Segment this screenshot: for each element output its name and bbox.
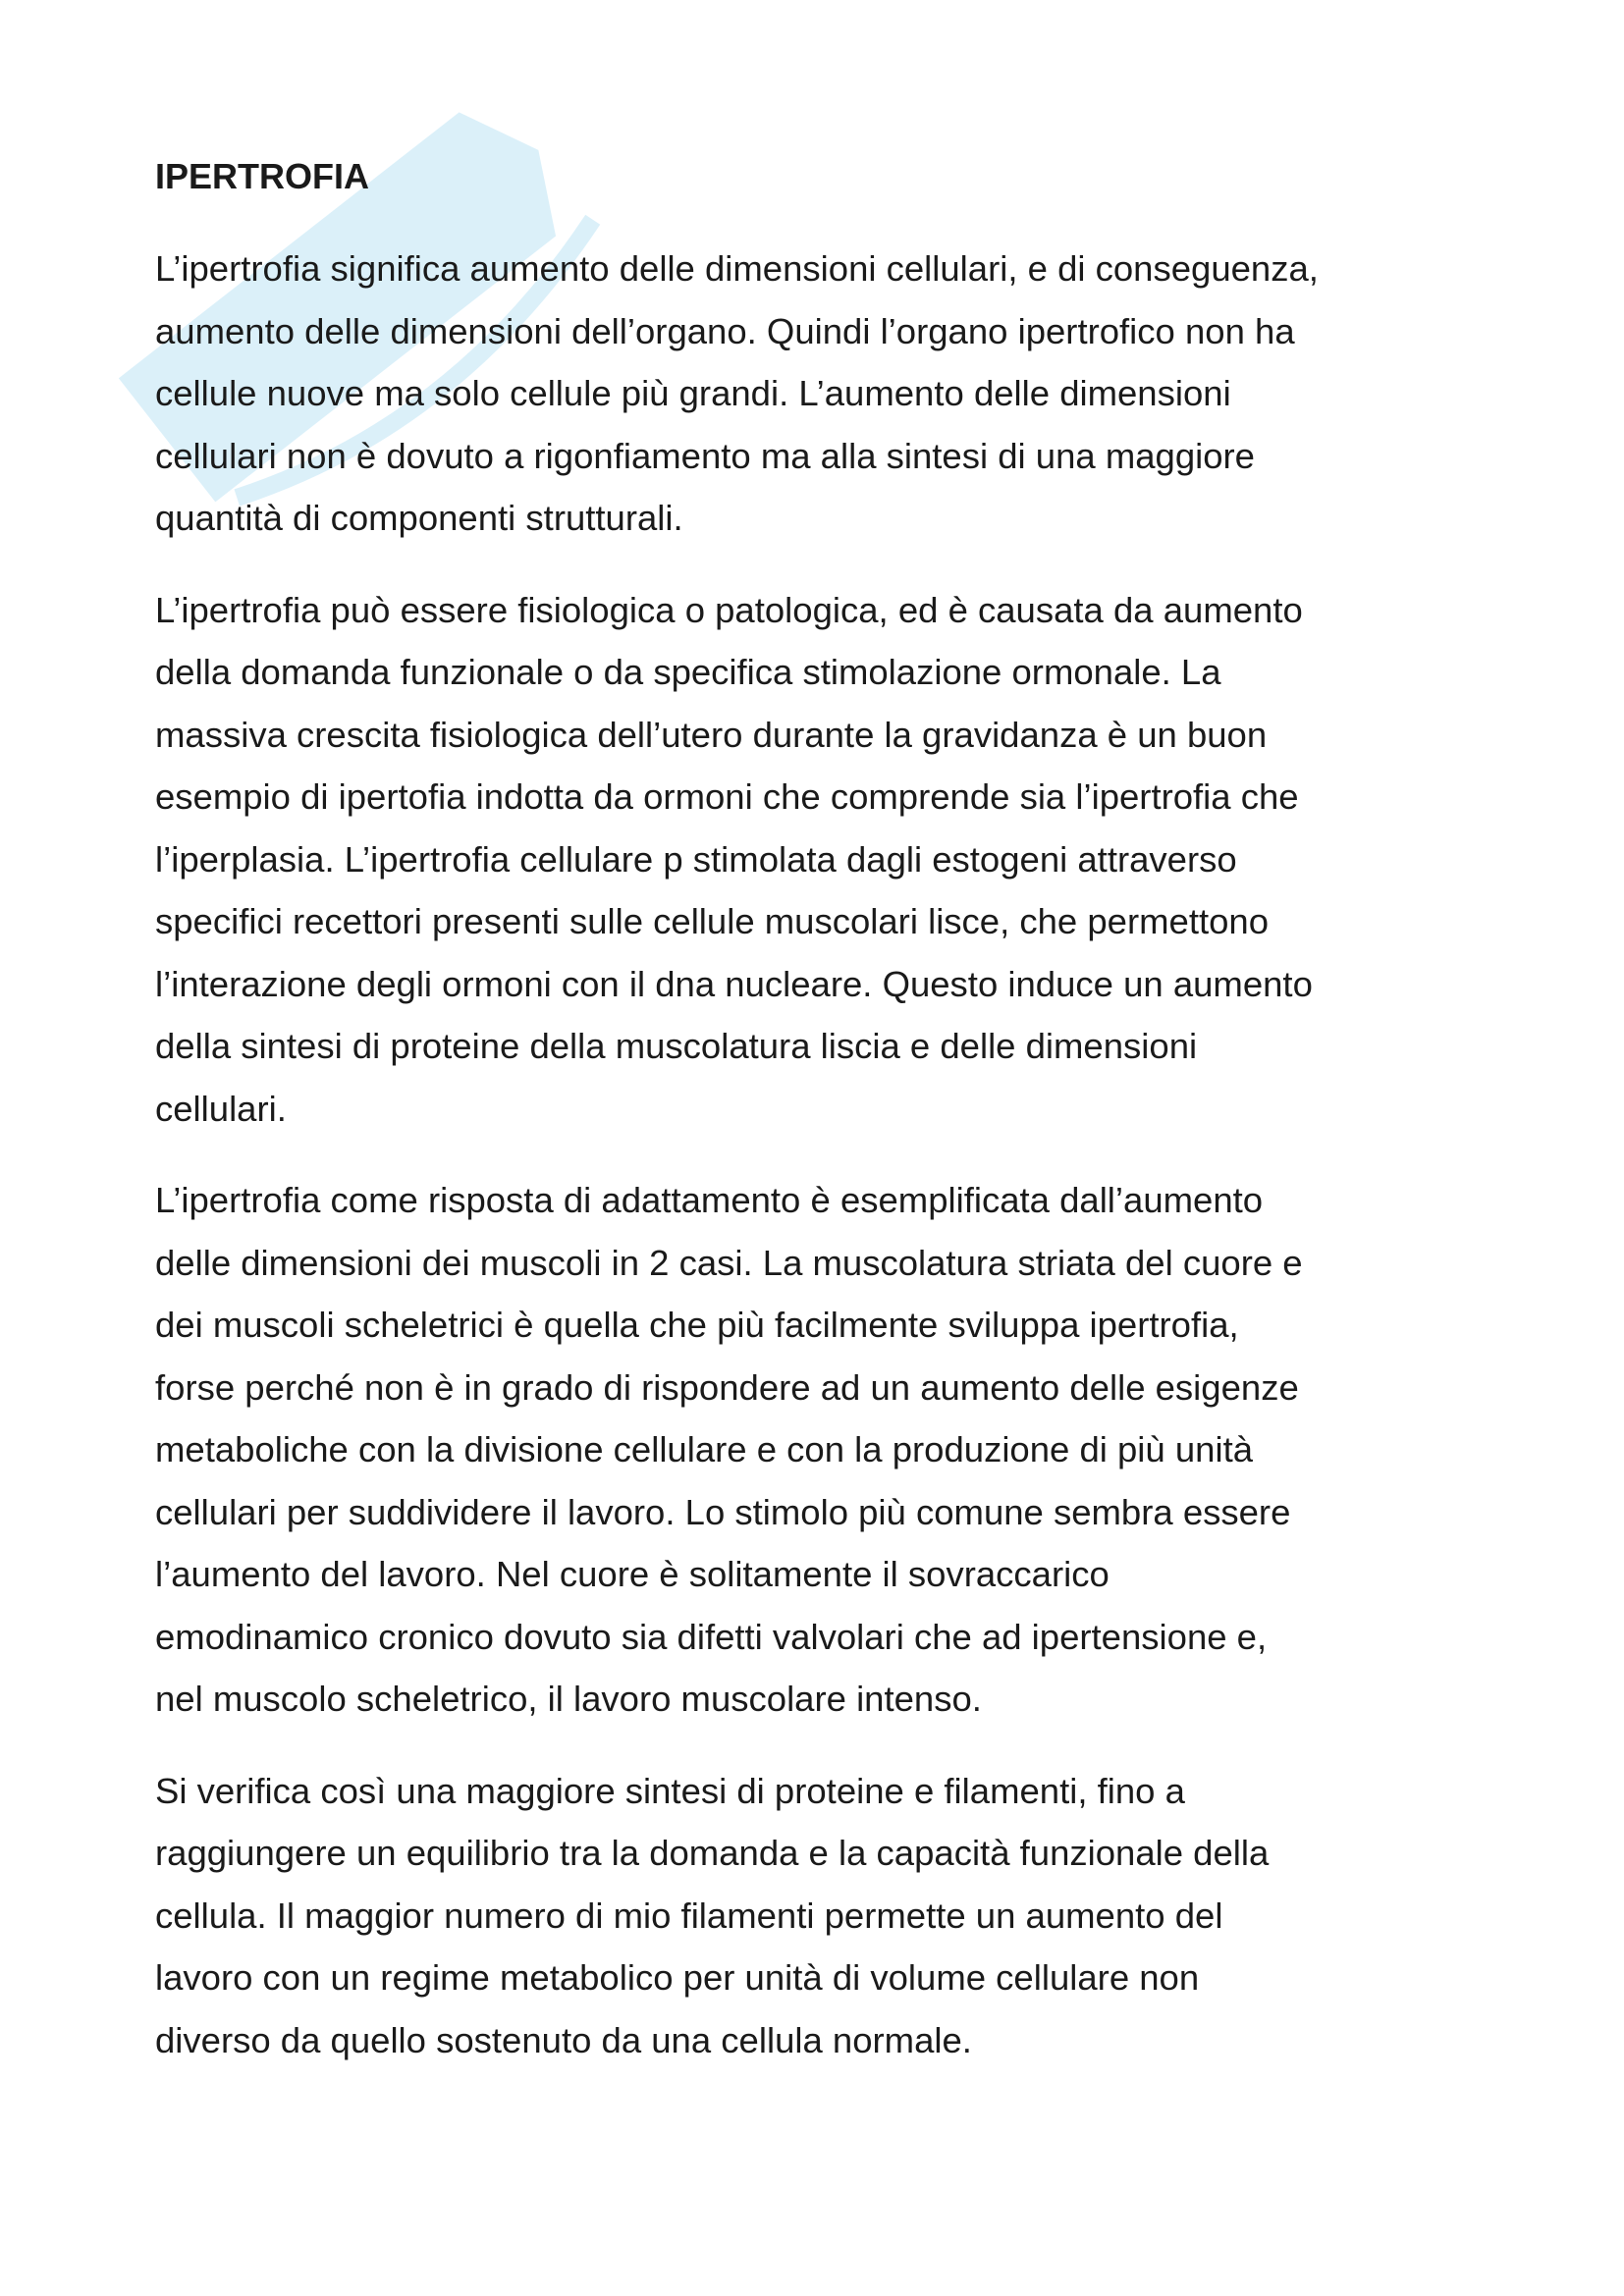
text-line: l’interazione degli ormoni con il dna nucleare. Questo induce un aumento bbox=[155, 963, 1313, 1004]
text-line: diverso da quello sostenuto da una cellula normale. bbox=[155, 2019, 972, 2060]
paragraph bbox=[155, 238, 1490, 550]
text-line: esempio di ipertofia indotta da ormoni che comprende sia l’ipertrofia che bbox=[155, 776, 1299, 817]
text-line: L’ipertrofia significa aumento delle dimensioni cellulari, e di conseguenza, bbox=[155, 248, 1319, 289]
text-line: cellula. Il maggior numero di mio filamenti permette un aumento del bbox=[155, 1895, 1223, 1936]
text-line: forse perché non è in grado di rispondere ad un aumento delle esigenze bbox=[155, 1366, 1299, 1408]
text-line: emodinamico cronico dovuto sia difetti valvolari che ad ipertensione e, bbox=[155, 1616, 1268, 1657]
text-line: massiva crescita fisiologica dell’utero durante la gravidanza è un buon bbox=[155, 714, 1268, 755]
text-line: L’ipertrofia può essere fisiologica o patologica, ed è causata da aumento bbox=[155, 589, 1303, 630]
text-line: specifici recettori presenti sulle cellule muscolari lisce, che permettono bbox=[155, 901, 1270, 941]
text-line: Si verifica così una maggiore sintesi di proteine e filamenti, fino a bbox=[155, 1770, 1185, 1811]
text-line: cellulari per suddividere il lavoro. Lo stimolo più comune sembra essere bbox=[155, 1491, 1291, 1532]
document-page bbox=[155, 157, 1490, 2101]
document-body bbox=[155, 238, 1490, 2071]
text-line: delle dimensioni dei muscoli in 2 casi. La muscolatura striata del cuore e bbox=[155, 1242, 1303, 1283]
text-line: aumento delle dimensioni dell’organo. Quindi l’organo ipertrofico non ha bbox=[155, 310, 1295, 351]
text-line: quantità di componenti strutturali. bbox=[155, 498, 683, 538]
text-line: cellulari. bbox=[155, 1088, 287, 1129]
paragraph bbox=[155, 1760, 1490, 2072]
text-line: della domanda funzionale o da specifica stimolazione ormonale. La bbox=[155, 652, 1221, 692]
paragraph bbox=[155, 1169, 1490, 1731]
document-title: IPERTROFIA bbox=[155, 156, 370, 196]
text-line: nel muscolo scheletrico, il lavoro muscolare intenso. bbox=[155, 1679, 982, 1719]
text-line: L’ipertrofia come risposta di adattamento è esemplificata dall’aumento bbox=[155, 1180, 1264, 1220]
text-line: dei muscoli scheletrici è quella che più facilmente sviluppa ipertrofia, bbox=[155, 1305, 1239, 1345]
text-line: metaboliche con la divisione cellulare e con la produzione di più unità bbox=[155, 1429, 1254, 1469]
text-line: cellule nuove ma solo cellule più grandi. L’aumento delle dimensioni bbox=[155, 373, 1231, 413]
text-line: l’iperplasia. L’ipertrofia cellulare p stimolata dagli estogeni attraverso bbox=[155, 838, 1237, 880]
text-line: della sintesi di proteine della muscolatura liscia e delle dimensioni bbox=[155, 1026, 1198, 1066]
text-line: l’aumento del lavoro. Nel cuore è solitamente il sovraccarico bbox=[155, 1554, 1110, 1594]
text-line: raggiungere un equilibrio tra la domanda e la capacità funzionale della bbox=[155, 1833, 1270, 1873]
text-line: lavoro con un regime metabolico per unità di volume cellulare non bbox=[155, 1957, 1200, 1998]
text-line: cellulari non è dovuto a rigonfiamento ma alla sintesi di una maggiore bbox=[155, 435, 1255, 476]
paragraph bbox=[155, 579, 1490, 1141]
